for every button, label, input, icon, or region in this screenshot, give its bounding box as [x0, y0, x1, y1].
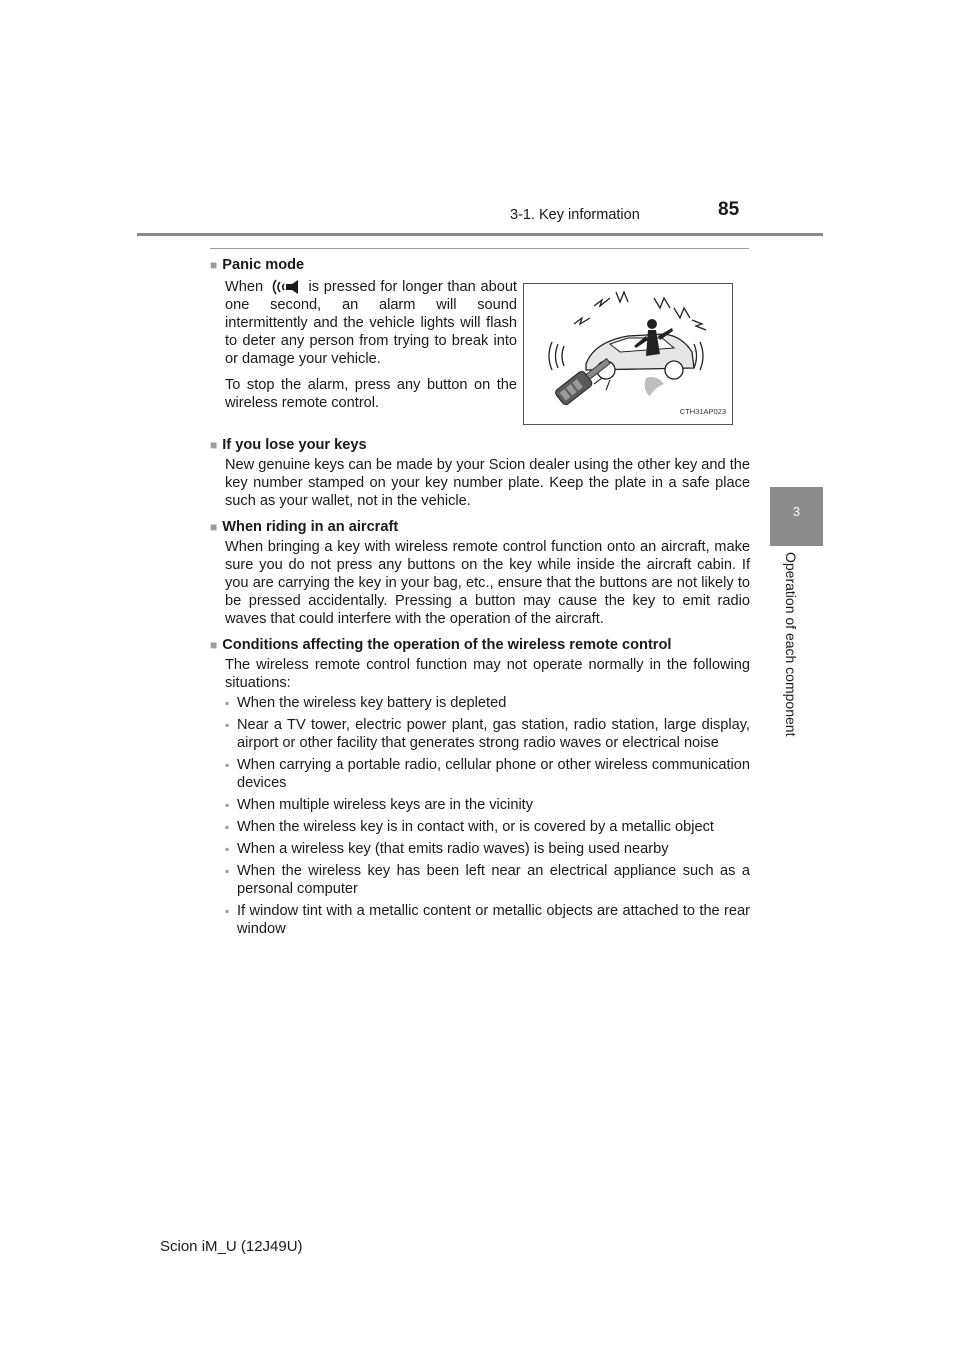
panic-mode-heading: ■ Panic mode [210, 257, 305, 273]
header-rule [137, 233, 823, 236]
panic-button-icon [268, 278, 304, 296]
list-item: ▪ When the wireless key is in contact with, or is covered by a metallic object [225, 819, 714, 835]
chapter-title: Operation of each component [783, 552, 799, 737]
conditions-section [210, 636, 750, 938]
panic-alarm-illustration [523, 283, 733, 425]
panic-mode-para2: To stop the alarm, press any button on the wireless remote control. [225, 377, 517, 412]
lose-keys-section [210, 436, 750, 510]
list-item: ▪ When carrying a portable radio, cellular phone or other wireless communication devices [225, 757, 750, 791]
panic-mode-text [225, 278, 517, 420]
header-section-title: 3-1. Key information [510, 207, 640, 223]
page-number: 85 [718, 199, 740, 220]
square-bullet-icon: ■ [210, 258, 218, 272]
small-square-bullet-icon: ▪ [225, 798, 230, 812]
chapter-number: 3 [792, 504, 801, 519]
panic-mode-para1: When is pressed for longer than about one second, an alarm will sound intermittently and the vehicle lights will flash to deter any person from trying to break into or damage your vehicle. [225, 279, 517, 368]
small-square-bullet-icon: ▪ [225, 696, 230, 710]
small-square-bullet-icon: ▪ [225, 820, 230, 834]
panic-mode-section [210, 256, 750, 428]
square-bullet-icon: ■ [210, 638, 218, 652]
aircraft-text: When bringing a key with wireless remote control function onto an aircraft, make sure you do not press any buttons on the key while inside the aircraft cabin. If you are carrying the key in your bag, etc., ensure that the buttons are not likely to be pressed accidentally. Pressing a button may cause the key to emit radio waves that could interfere with the operation of the aircraft. [225, 539, 750, 627]
lose-keys-heading: ■ If you lose your keys [210, 437, 367, 453]
small-square-bullet-icon: ▪ [225, 904, 230, 918]
square-bullet-icon: ■ [210, 438, 218, 452]
footer-model: Scion iM_U (12J49U) [160, 1238, 303, 1255]
figure-code: CTH31AP023 [679, 407, 726, 416]
aircraft-section [210, 518, 750, 628]
list-item: ▪ When the wireless key battery is depleted [225, 695, 507, 711]
small-square-bullet-icon: ▪ [225, 842, 230, 856]
aircraft-heading: ■ When riding in an aircraft [210, 519, 399, 535]
small-square-bullet-icon: ▪ [225, 864, 230, 878]
list-item: ▪ When a wireless key (that emits radio waves) is being used nearby [225, 841, 669, 857]
list-item: ▪ If window tint with a metallic content or metallic objects are attached to the rear window [225, 903, 750, 937]
list-item: ▪ Near a TV tower, electric power plant, gas station, radio station, large display, airport or other facility that generates strong radio waves or electrical noise [225, 717, 750, 751]
list-item: ▪ When the wireless key has been left near an electrical appliance such as a personal computer [225, 863, 750, 897]
conditions-intro: The wireless remote control function may not operate normally in the following situations: [225, 657, 750, 691]
conditions-list [225, 694, 750, 938]
chapter-tab [770, 487, 823, 546]
page-content [210, 256, 750, 942]
small-square-bullet-icon: ▪ [225, 758, 230, 772]
small-square-bullet-icon: ▪ [225, 718, 230, 732]
list-item: ▪ When multiple wireless keys are in the vicinity [225, 797, 534, 813]
conditions-heading: ■ Conditions affecting the operation of the wireless remote control [210, 637, 672, 653]
square-bullet-icon: ■ [210, 520, 218, 534]
section-rule [210, 248, 749, 249]
lose-keys-text: New genuine keys can be made by your Scion dealer using the other key and the key number stamped on your key number plate. Keep the plate in a safe place such as your wallet, not in the vehicle. [225, 457, 750, 509]
